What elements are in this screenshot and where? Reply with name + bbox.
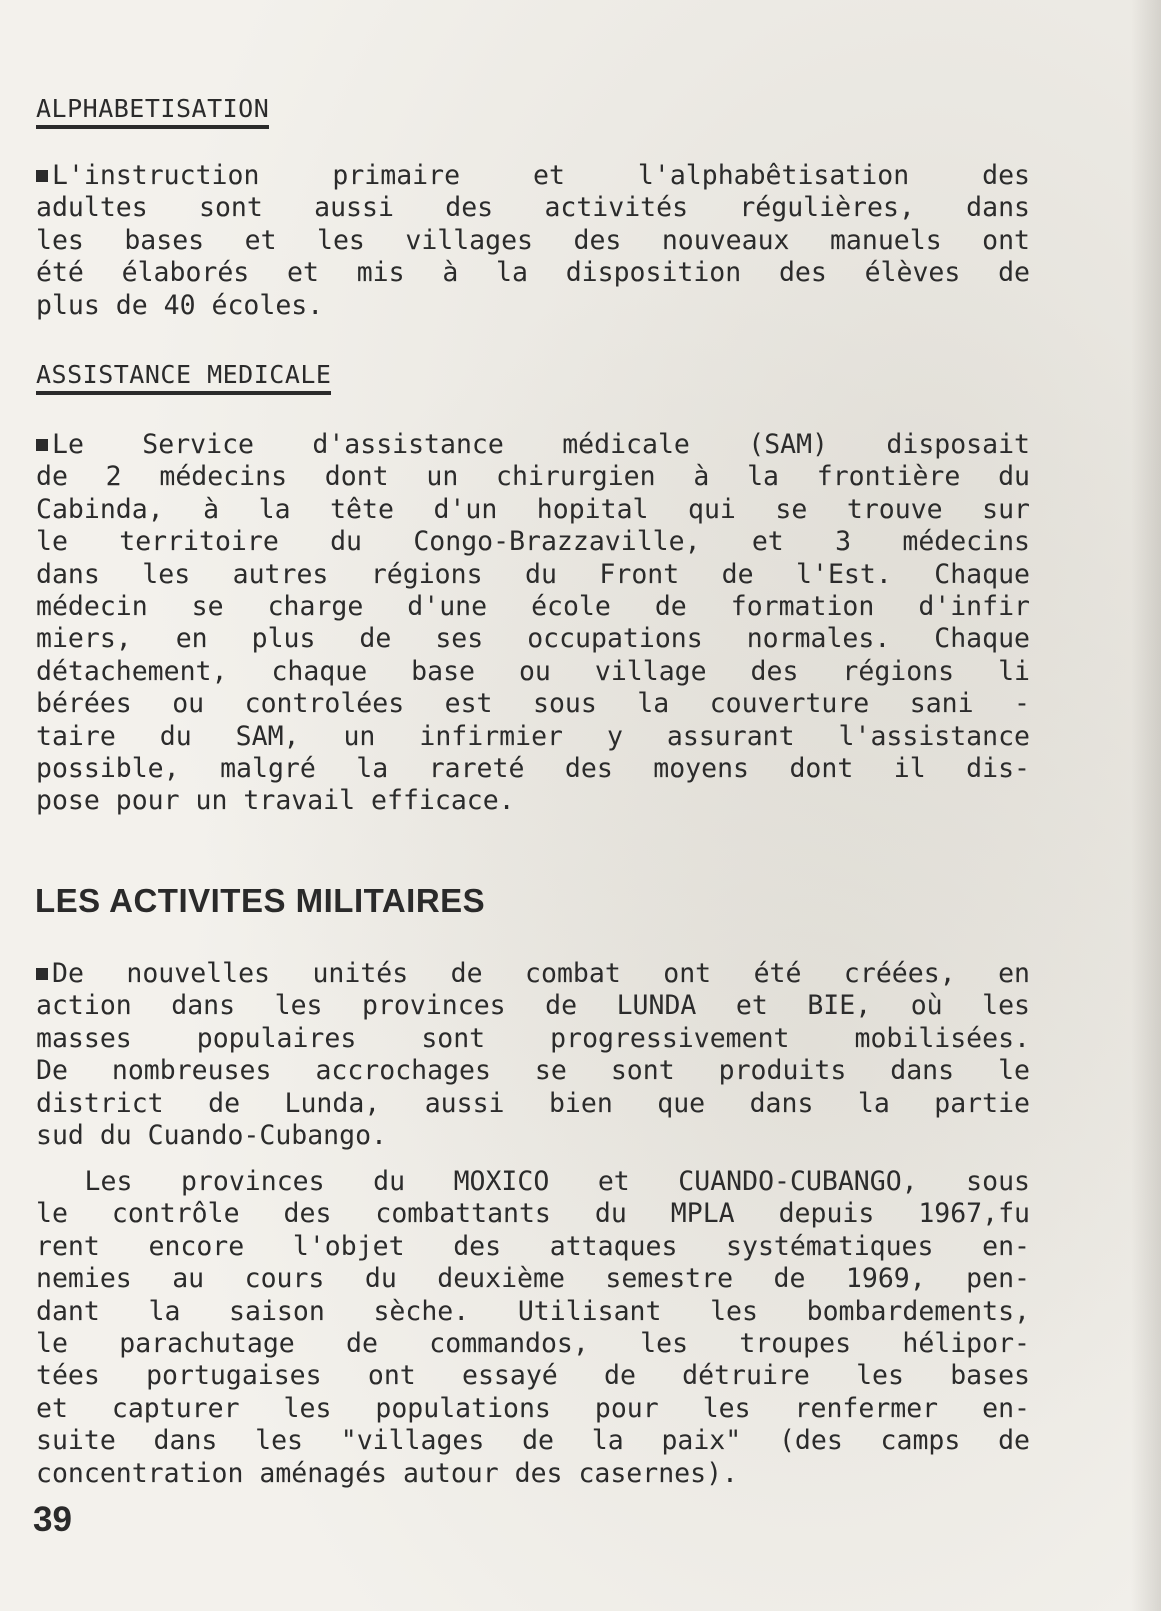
text-line: nemies au cours du deuxième semestre de 1969, pen- [36,1263,1030,1295]
text-line: détachement, chaque base ou village des régions li [36,655,1030,687]
line-text: Le Service d'assistance médicale (SAM) disposait [52,429,1030,460]
text-line: miers, en plus de ses occupations normales. Chaque [36,623,1030,655]
heading-alphabetisation-text: ALPHABETISATION [36,94,270,123]
bullet-square-icon [36,170,48,182]
heading-activites-militaires: LES ACTIVITES MILITAIRES [35,882,486,919]
bullet-square-icon [36,439,48,451]
text-line: action dans les provinces de LUNDA et BIE, où les [36,990,1030,1022]
heading-alphabetisation [36,94,269,129]
text-line: dant la saison sèche. Utilisant les bombardements, [36,1295,1030,1327]
text-line: bérées ou controlées est sous la couverture sani - [36,688,1030,720]
text-line: les bases et les villages des nouveaux manuels ont [36,224,1030,256]
text-line: médecin se charge d'une école de formation d'infir [36,590,1030,622]
text-line: le parachutage de commandos, les troupes hélipor- [36,1327,1030,1359]
text-line: De nombreuses accrochages se sont produits dans le [36,1055,1030,1087]
paragraph-alphabetisation [36,160,1030,322]
paragraph-militaires-2 [36,1166,1030,1490]
text-line: rent encore l'objet des attaques systématiques en- [36,1230,1030,1262]
text-line [36,160,1030,192]
text-line: le territoire du Congo-Brazzaville, et 3 médecins [36,526,1030,558]
text-line: de 2 médecins dont un chirurgien à la frontière du [36,461,1030,493]
text-line: masses populaires sont progressivement mobilisées. [36,1022,1030,1054]
bullet-square-icon [36,968,48,980]
heading-assistance-medicale [36,360,331,395]
text-line: Les provinces du MOXICO et CUANDO-CUBANGO, sous [36,1166,1030,1197]
paragraph-militaires-1 [36,958,1030,1152]
line-text: De nouvelles unités de combat ont été créées, en [52,958,1030,989]
line-text: L'instruction primaire et l'alphabêtisation des [52,160,1030,191]
text-line [36,429,1030,461]
text-line [36,958,1030,990]
text-line: dans les autres régions du Front de l'Est. Chaque [36,558,1030,590]
text-line: et capturer les populations pour les renfermer en- [36,1392,1030,1424]
text-line: suite dans les "villages de la paix" (des camps de [36,1425,1030,1457]
heading-assistance-text: ASSISTANCE MEDICALE [36,360,332,389]
text-line: district de Lunda, aussi bien que dans la partie [36,1087,1030,1119]
text-line: adultes sont aussi des activités régulières, dans [36,192,1030,224]
heading-underline [36,391,331,395]
text-line: taire du SAM, un infirmier y assurant l'assistance [36,720,1030,752]
page-edge-shadow [1131,0,1161,1611]
text-line: été élaborés et mis à la disposition des élèves de [36,257,1030,289]
heading-underline [36,125,269,129]
page-number: 39 [33,1500,72,1539]
text-line: possible, malgré la rareté des moyens dont il dis- [36,752,1030,784]
text-line: pose pour un travail efficace. [36,785,515,817]
text-line: sud du Cuando-Cubango. [36,1119,387,1151]
text-line: concentration aménagés autour des casernes). [36,1457,738,1489]
text-line: le contrôle des combattants du MPLA depuis 1967,fu [36,1198,1030,1230]
text-line: tées portugaises ont essayé de détruire les bases [36,1360,1030,1392]
text-line: plus de 40 écoles. [36,289,324,321]
paragraph-assistance-medicale [36,429,1030,818]
text-line: Cabinda, à la tête d'un hopital qui se trouve sur [36,493,1030,525]
